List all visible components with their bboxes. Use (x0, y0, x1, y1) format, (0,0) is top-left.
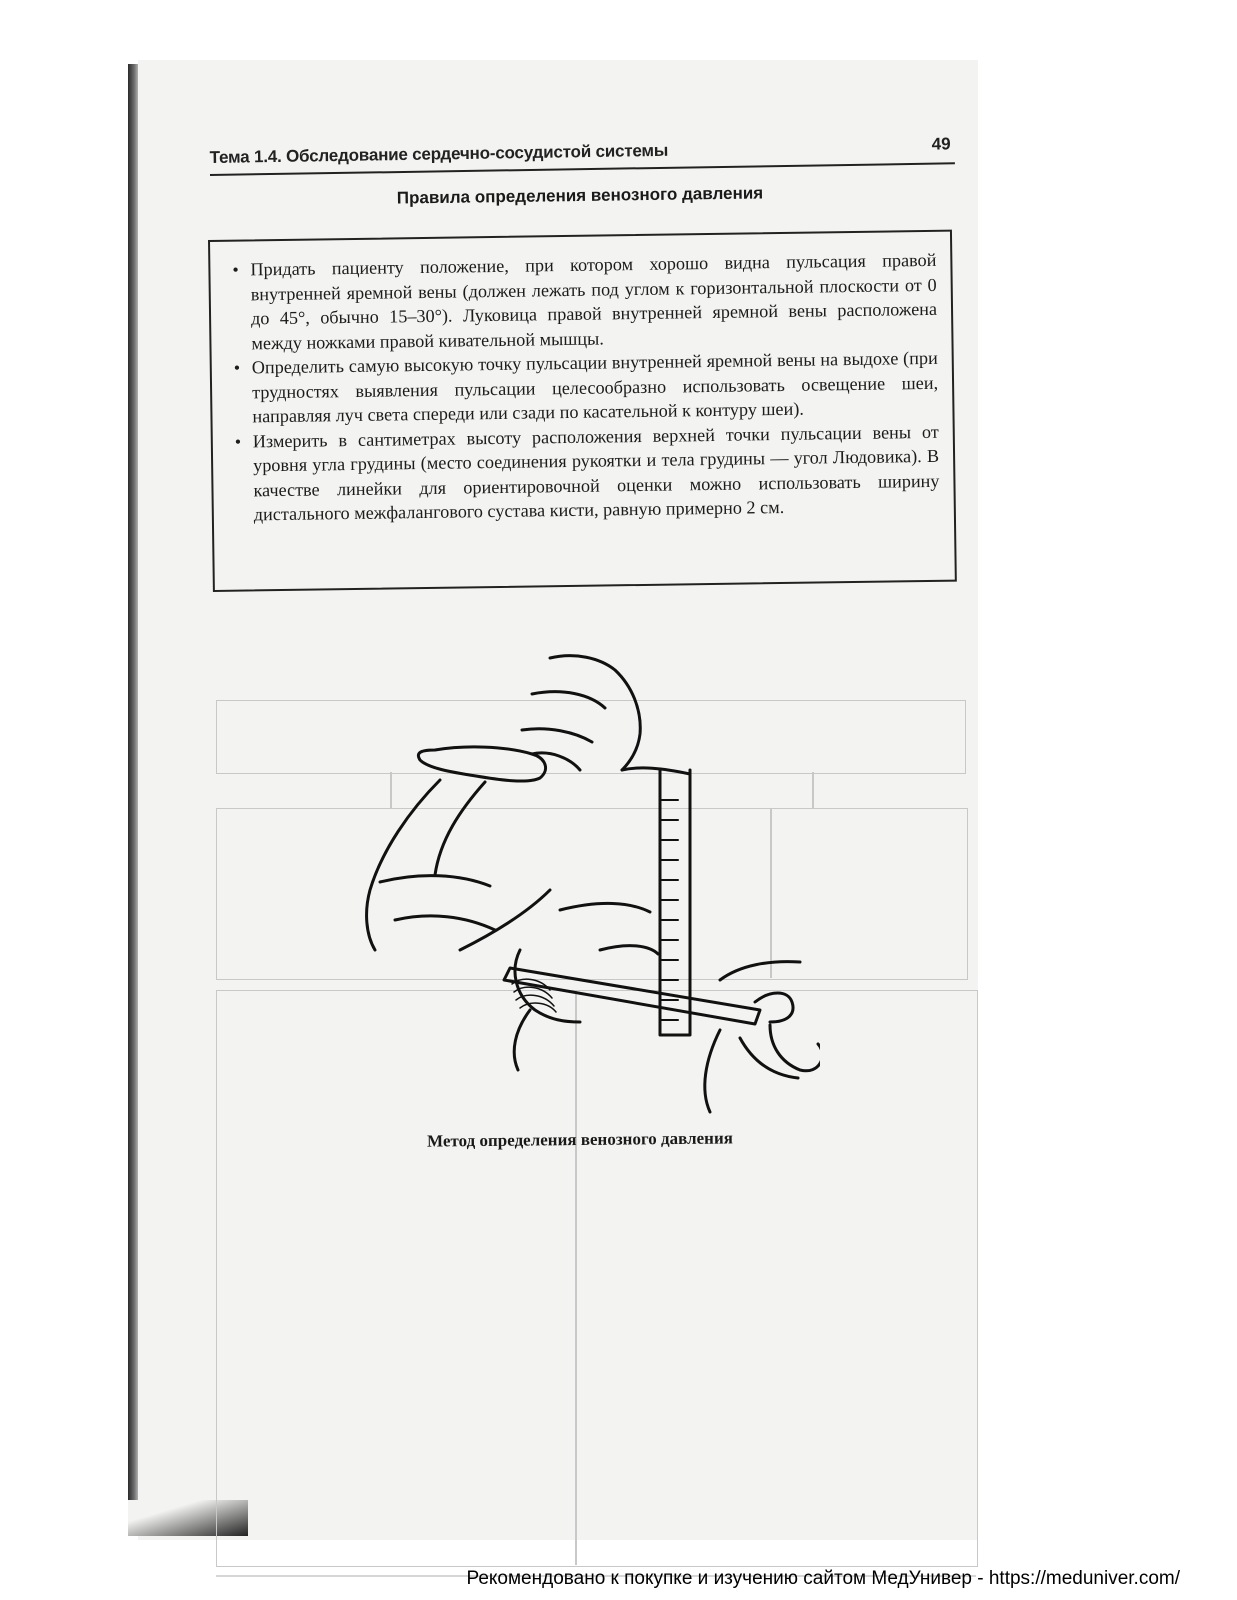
rules-box (208, 230, 957, 592)
venous-pressure-illustration (300, 650, 820, 1120)
rule-item: • Измерить в сантиметрах высоту расположения верхней точки пульсации вены от уровня угла грудины (место соединения рукоятки и тела грудины — угол Людовика). В качестве линейки для ориентировочной оценки можно использовать ширину дистального межфалангового сустава кисти, равную примерно 2 см. (233, 419, 940, 527)
upper-hand-outline (550, 656, 640, 770)
header-title: Тема 1.4. Обследование сердечно-сосудистой системы (209, 140, 669, 168)
section-title: Правила определения венозного давления (396, 183, 764, 208)
footer-recommendation: Рекомендовано к покупке и изучению сайтом МедУнивер - https://meduniver.com/ (466, 1568, 1180, 1589)
rule-item: • Придать пациенту положение, при котором хорошо видна пульсация правой внутренней яремной вены (должен лежать под углом к горизонтальной плоскости от 0 до 45°, обычно 15–30°). Луковица правой внутренней яремной вены расположена между ножками правой кивательной мышцы. (230, 248, 937, 356)
figure-caption: Метод определения венозного давления (426, 1128, 733, 1151)
finger-icon (755, 993, 793, 1022)
page-number: 49 (931, 134, 951, 154)
thumb-icon (418, 747, 545, 781)
rule-item: • Определить самую высокую точку пульсации внутренней яремной вены на выдохе (при трудностях выявления пульсации целесообразно использовать освещение шеи, направляя луч света спереди или сзади по касательной к контуру шеи). (232, 346, 939, 429)
